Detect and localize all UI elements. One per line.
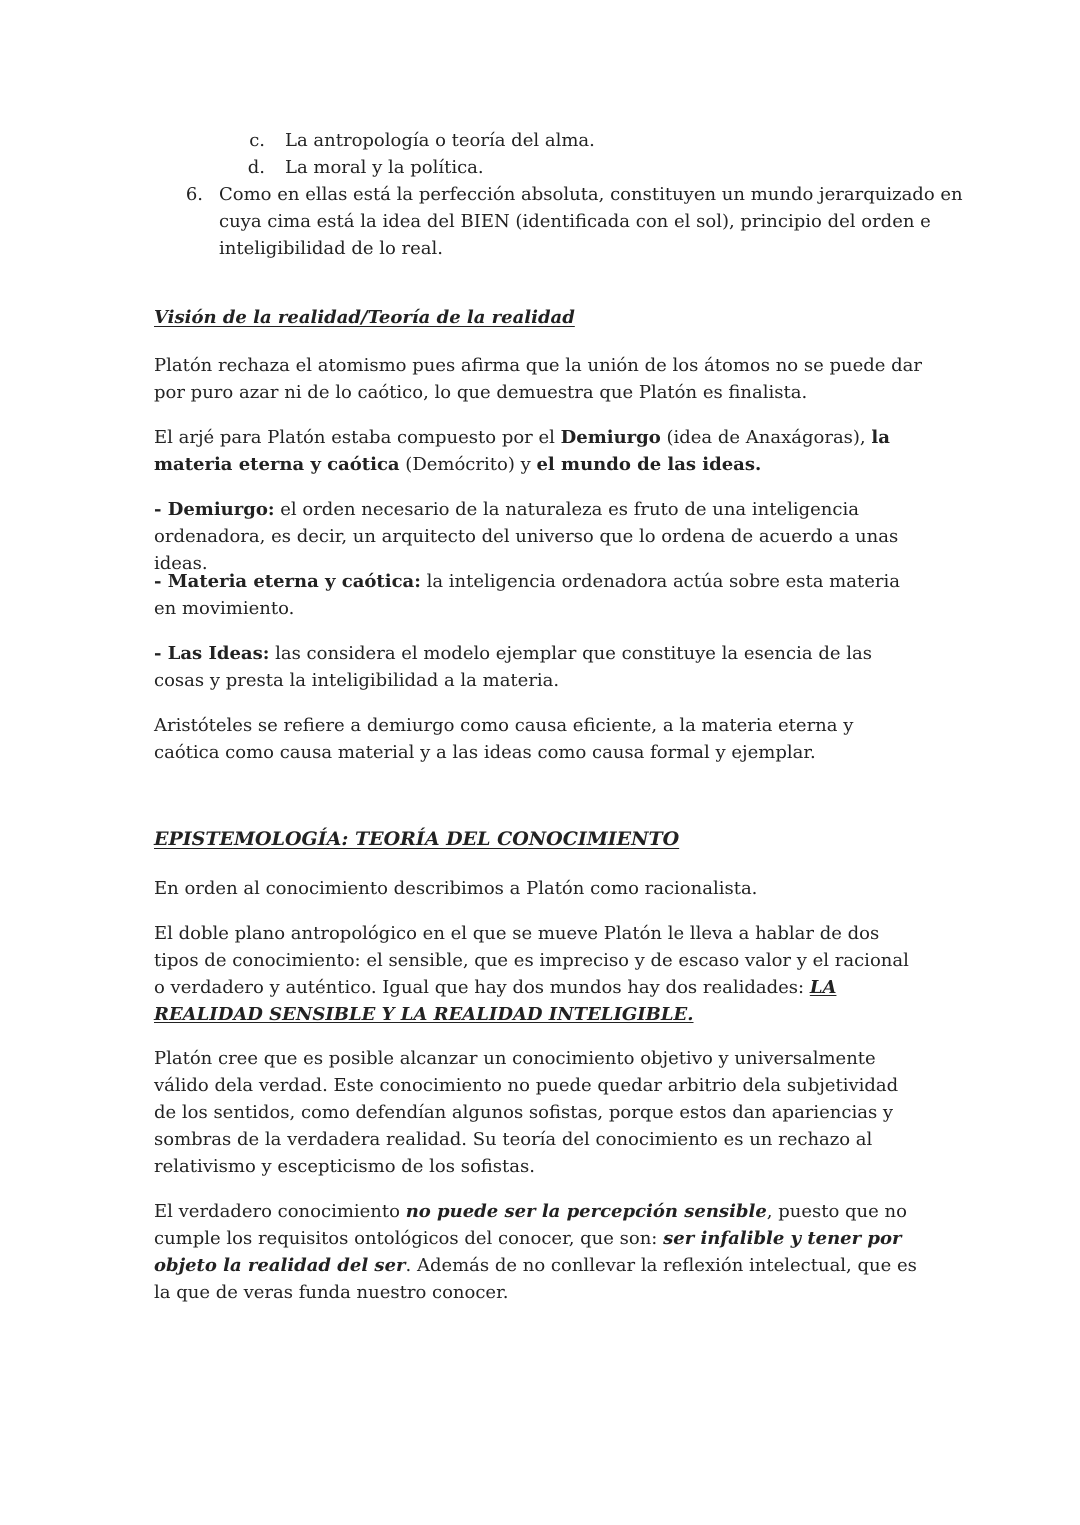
list-item-6: [0, 181, 1080, 262]
paragraph-doble-plano: [154, 920, 924, 1028]
paragraph-materia: [154, 568, 924, 622]
paragraph-racionalista: En orden al conocimiento describimos a Platón como racionalista.: [154, 878, 758, 899]
paragraph-text: (Demócrito) y: [399, 454, 537, 475]
paragraph-text: (idea de Anaxágoras),: [660, 427, 872, 448]
list-item-d: [0, 154, 1080, 181]
list-item-c: [0, 127, 1080, 154]
paragraph-text: El doble plano antropológico en el que se mueve Platón le lleva a hablar de dos tipos de conocimiento: el sensible, que es impreciso y de escaso valor y el racional o verdadero y auténtico. Igual que hay dos mundos hay dos realidades:: [154, 923, 909, 998]
list-item-text: La antropología o teoría del alma.: [285, 130, 595, 151]
paragraph-aristoteles: Aristóteles se refiere a demiurgo como causa eficiente, a la materia eterna y caótica como causa material y a las ideas como causa formal y ejemplar.: [154, 715, 854, 763]
definition-text: la inteligencia ordenadora actúa sobre esta materia en movimiento.: [154, 571, 900, 619]
paragraph-verdadero-conocimiento: [154, 1198, 924, 1306]
paragraph-demiurgo: [154, 496, 924, 577]
paragraph-text: . Además de no conllevar la reflexión intelectual, que es la que de veras funda nuestro conocer.: [154, 1255, 917, 1303]
emphasis-requisitos: ser infalible y tener por objeto la realidad del ser: [154, 1228, 902, 1276]
list-marker: c.: [249, 130, 265, 151]
list-item-text: La moral y la política.: [285, 157, 484, 178]
bold-term-materia: la materia eterna y caótica: [154, 427, 890, 475]
definition-term: - Materia eterna y caótica:: [154, 571, 421, 592]
paragraph-atomismo: Platón rechaza el atomismo pues afirma que la unión de los átomos no se puede dar por puro azar ni de lo caótico, lo que demuestra que Platón es finalista.: [154, 355, 922, 403]
definition-term: - Las Ideas:: [154, 643, 270, 664]
paragraph-text: El arjé para Platón estaba compuesto por el: [154, 427, 561, 448]
definition-text: las considera el modelo ejemplar que constituye la esencia de las cosas y presta la inteligibilidad a la materia.: [154, 643, 872, 691]
paragraph-conocimiento-objetivo: Platón cree que es posible alcanzar un conocimiento objetivo y universalmente válido dela verdad. Este conocimiento no puede quedar arbitrio dela subjetividad de los sentidos, como defendían algunos sofistas, porque estos dan apariencias y sombras de la verdadera realidad. Su teoría del conocimiento es un rechazo al relativismo y escepticismo de los sofistas.: [154, 1048, 899, 1177]
bold-term-ideas: el mundo de las ideas.: [536, 454, 762, 475]
list-item-text-line-2: cuya cima está la idea del BIEN (identificada con el sol), principio del orden e: [219, 211, 931, 232]
section-heading-epistemologia: EPISTEMOLOGÍA: TEORÍA DEL CONOCIMIENTO: [154, 828, 680, 850]
bold-term-demiurgo: Demiurgo: [560, 427, 661, 448]
paragraph-text: , puesto que no cumple los requisitos ontológicos del conocer, que son:: [154, 1201, 907, 1249]
emphasis-percepcion: no puede ser la percepción sensible: [405, 1201, 767, 1222]
definition-text: el orden necesario de la naturaleza es fruto de una inteligencia ordenadora, es decir, un arquitecto del universo que lo ordena de acuerdo a unas ideas.: [154, 499, 899, 574]
paragraph-arje: [154, 424, 924, 478]
list-marker: 6.: [185, 184, 203, 205]
paragraph-ideas: [154, 640, 924, 694]
list-item-text-line-3: inteligibilidad de lo real.: [219, 238, 443, 259]
list-item-text-line-1: Como en ellas está la perfección absoluta, constituyen un mundo jerarquizado en: [219, 184, 963, 205]
paragraph-text: El verdadero conocimiento: [154, 1201, 406, 1222]
section-heading-realidad: Visión de la realidad/Teoría de la realidad: [154, 307, 575, 328]
list-marker: d.: [247, 157, 265, 178]
emphasis-realidades: LA REALIDAD SENSIBLE Y LA REALIDAD INTELIGIBLE.: [154, 977, 837, 1025]
definition-term: - Demiurgo:: [154, 499, 275, 520]
